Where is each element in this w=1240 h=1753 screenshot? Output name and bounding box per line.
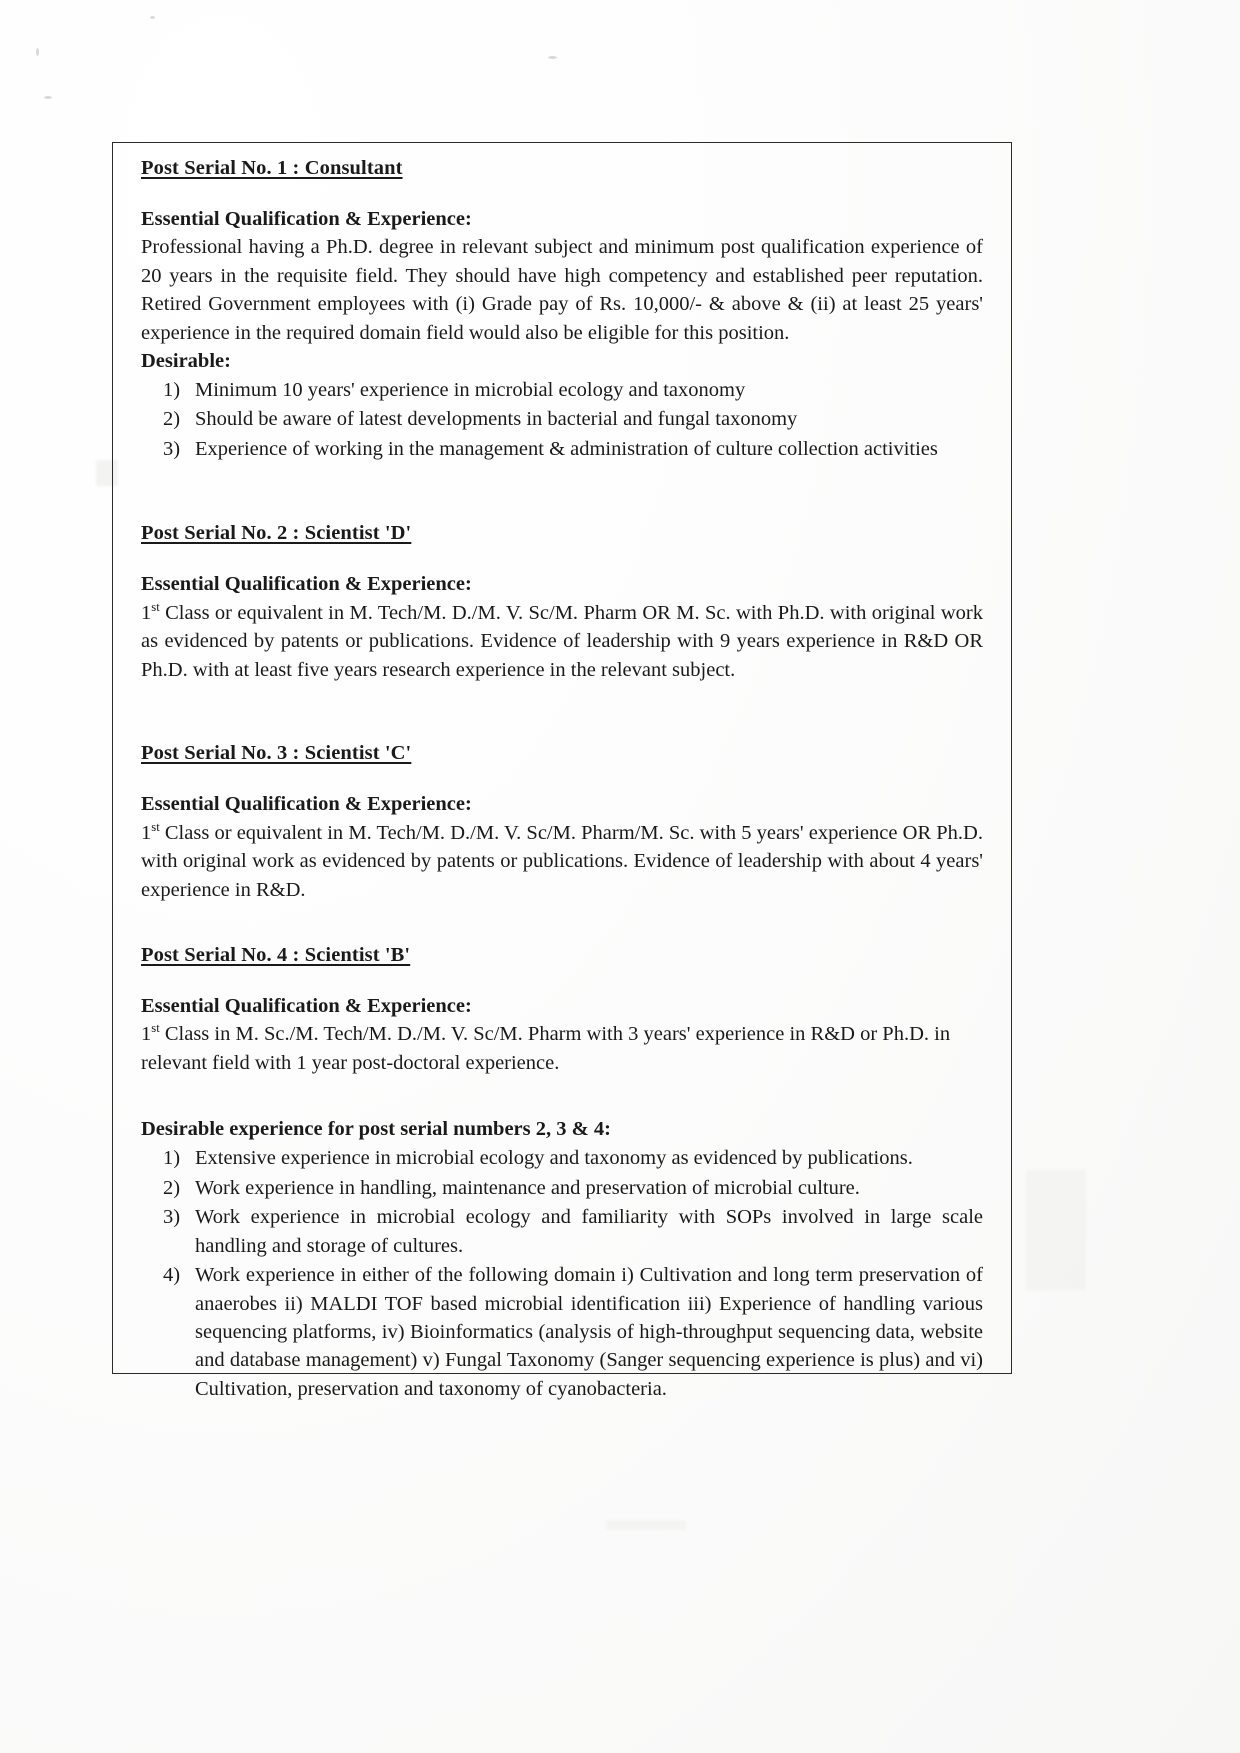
list-item-text: Work experience in microbial ecology and familiarity with SOPs involved in large scale handling and storage of cultures. [195,1206,983,1257]
common-desirable-label: Desirable experience for post serial numbers 2, 3 & 4: [141,1118,611,1141]
list-item-text: Should be aware of latest developments in bacterial and fungal taxonomy [195,408,798,431]
post-1-qualification-text: Professional having a Ph.D. degree in relevant subject and minimum post qualification experience of 20 years in the requisite field. They should have high competency and established peer reputation. Retired Government employees with (i) Grade pay of Rs. 10,000/- & above & (ii) at least 25 years' experience in the required domain field would also be eligible for this position. [141,236,983,344]
ordinal-number: 1 [141,821,152,844]
post-1-qualification-label: Essential Qualification & Experience: [141,207,472,230]
post-2-heading: Post Serial No. 2 : Scientist 'D' [141,522,412,545]
post-2-qualification-label: Essential Qualification & Experience: [141,573,472,596]
post-1-desirable-label: Desirable: [141,350,231,373]
list-item [141,1203,983,1260]
list-item [141,435,983,463]
scan-speck [150,16,155,19]
post-3-heading: Post Serial No. 3 : Scientist 'C' [141,742,412,765]
post-1-desirable-list [141,376,983,463]
ordinal-number: 1 [141,1023,152,1046]
document-content [141,155,983,1404]
list-item [141,1261,983,1403]
list-item [141,1144,983,1172]
post-section-4 [141,942,983,1077]
scan-smudge [606,1520,686,1530]
ordinal-suffix: st [151,1021,160,1036]
list-marker: 2) [163,1176,181,1199]
list-item [141,376,983,404]
list-item-text: Experience of working in the management & administration of culture collection activities [195,437,938,460]
scan-speck [548,56,557,59]
ordinal-suffix: st [151,599,160,614]
list-item [141,405,983,433]
list-item-text: Extensive experience in microbial ecology and taxonomy as evidenced by publications. [195,1147,913,1170]
post-2-qualification-text [141,599,983,684]
common-desirable-list [141,1144,983,1403]
post-1-heading: Post Serial No. 1 : Consultant [141,157,403,179]
post-3-qualification-label: Essential Qualification & Experience: [141,792,472,815]
list-marker: 1) [163,378,181,401]
list-item [141,1174,983,1202]
scan-speck [44,96,52,99]
ordinal-suffix: st [151,819,160,834]
ordinal-number: 1 [141,601,152,624]
qualification-body: Class or equivalent in M. Tech/M. D./M. V. Sc/M. Pharm OR M. Sc. with Ph.D. with original work as evidenced by patents or publications. Evidence of leadership with 9 years experience in R&D OR Ph.D. with at least five years research experience in the relevant subject. [141,601,983,681]
common-desirable-section [141,1115,983,1403]
list-item-text: Work experience in either of the following domain i) Cultivation and long term preservation of anaerobes ii) MALDI TOF based microbial identification iii) Experience of handling various sequencing platforms, iv) Bioinformatics (analysis of high-throughput sequencing data, website and database management) v) Fungal Taxonomy (Sanger sequencing experience is plus) and vi) Cultivation, preservation and taxonomy of cyanobacteria. [195,1264,983,1400]
list-item-text: Minimum 10 years' experience in microbial ecology and taxonomy [195,378,746,401]
qualification-body: Class in M. Sc./M. Tech/M. D./M. V. Sc/M. Pharm with 3 years' experience in R&D or Ph.D. in relevant field with 1 year post-doctoral experience. [141,1023,951,1074]
post-4-qualification-text [141,1020,983,1077]
list-item-text: Work experience in handling, maintenance and preservation of microbial culture. [195,1176,860,1199]
post-4-qualification-label: Essential Qualification & Experience: [141,994,472,1017]
document-border-frame [112,142,1012,1400]
scan-speck [36,48,39,56]
post-section-1 [141,155,983,463]
list-marker: 1) [163,1147,181,1170]
post-3-qualification-text [141,819,983,904]
post-section-3 [141,740,983,904]
list-marker: 3) [163,437,181,460]
scan-smudge [1026,1170,1086,1290]
list-marker: 3) [163,1206,181,1229]
post-4-heading: Post Serial No. 4 : Scientist 'B' [141,944,411,967]
list-marker: 2) [163,408,181,431]
qualification-body: Class or equivalent in M. Tech/M. D./M. V. Sc/M. Pharm/M. Sc. with 5 years' experience OR Ph.D. with original work as evidenced by patents or publications. Evidence of leadership with about 4 years' experience in R&D. [141,821,983,901]
list-marker: 4) [163,1264,181,1287]
post-section-2 [141,520,983,684]
